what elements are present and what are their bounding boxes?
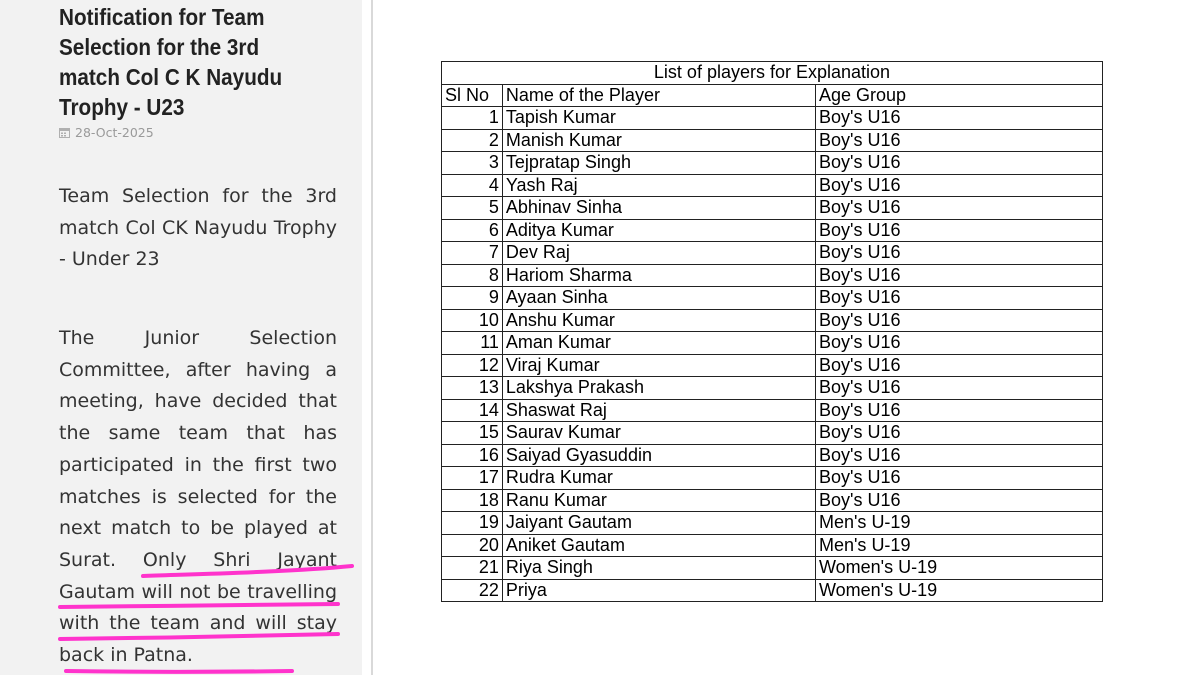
table-row bbox=[442, 422, 1103, 445]
article-paragraph-1: Team Selection for the 3rd match Col CK Nayudu Trophy - Under 23 bbox=[59, 185, 337, 271]
table-row bbox=[442, 512, 1103, 535]
cell-sl-no: 8 bbox=[442, 264, 503, 287]
cell-player-name: Aditya Kumar bbox=[502, 219, 815, 242]
table-row bbox=[442, 377, 1103, 400]
cell-age-group: Boy's U16 bbox=[815, 152, 1102, 175]
table-caption-row bbox=[442, 62, 1103, 85]
table-row bbox=[442, 107, 1103, 130]
cell-age-group: Boy's U16 bbox=[815, 354, 1102, 377]
cell-age-group: Men's U-19 bbox=[815, 512, 1102, 535]
cell-player-name: Ranu Kumar bbox=[502, 489, 815, 512]
cell-sl-no: 18 bbox=[442, 489, 503, 512]
header-name: Name of the Player bbox=[502, 84, 815, 107]
cell-age-group: Boy's U16 bbox=[815, 489, 1102, 512]
cell-sl-no: 21 bbox=[442, 557, 503, 580]
table-body bbox=[442, 107, 1103, 602]
table-row bbox=[442, 287, 1103, 310]
table-row bbox=[442, 174, 1103, 197]
cell-sl-no: 1 bbox=[442, 107, 503, 130]
cell-sl-no: 22 bbox=[442, 579, 503, 602]
cell-sl-no: 6 bbox=[442, 219, 503, 242]
cell-sl-no: 4 bbox=[442, 174, 503, 197]
cell-sl-no: 7 bbox=[442, 242, 503, 265]
cell-age-group: Boy's U16 bbox=[815, 219, 1102, 242]
cell-player-name: Riya Singh bbox=[502, 557, 815, 580]
article-date bbox=[59, 125, 154, 140]
cell-age-group: Boy's U16 bbox=[815, 422, 1102, 445]
cell-age-group: Boy's U16 bbox=[815, 444, 1102, 467]
cell-sl-no: 9 bbox=[442, 287, 503, 310]
table-row bbox=[442, 197, 1103, 220]
table-row bbox=[442, 557, 1103, 580]
cell-player-name: Dev Raj bbox=[502, 242, 815, 265]
table-header-row bbox=[442, 84, 1103, 107]
table-row bbox=[442, 152, 1103, 175]
table-row bbox=[442, 332, 1103, 355]
cell-sl-no: 12 bbox=[442, 354, 503, 377]
cell-player-name: Rudra Kumar bbox=[502, 467, 815, 490]
cell-age-group: Boy's U16 bbox=[815, 197, 1102, 220]
cell-age-group: Women's U-19 bbox=[815, 557, 1102, 580]
paragraph-2-text: The Junior Selection Committee, after having a meeting, have decided that the same team that has participated in the first two matches is selected for the next match to be played at Surat. bbox=[59, 327, 337, 571]
table-row bbox=[442, 129, 1103, 152]
table-row bbox=[442, 579, 1103, 602]
cell-player-name: Yash Raj bbox=[502, 174, 815, 197]
cell-age-group: Boy's U16 bbox=[815, 242, 1102, 265]
cell-player-name: Anshu Kumar bbox=[502, 309, 815, 332]
cell-player-name: Aman Kumar bbox=[502, 332, 815, 355]
cell-player-name: Saiyad Gyasuddin bbox=[502, 444, 815, 467]
cell-player-name: Jaiyant Gautam bbox=[502, 512, 815, 535]
column-divider bbox=[371, 0, 373, 675]
cell-sl-no: 10 bbox=[442, 309, 503, 332]
cell-player-name: Viraj Kumar bbox=[502, 354, 815, 377]
highlighted-text: Only Shri Jayant Gautam will not be travelling with the team and will stay back in Patna. bbox=[59, 548, 337, 667]
calendar-icon bbox=[59, 127, 70, 138]
header-sl-no: Sl No bbox=[442, 84, 503, 107]
cell-age-group: Boy's U16 bbox=[815, 399, 1102, 422]
cell-age-group: Men's U-19 bbox=[815, 534, 1102, 557]
cell-age-group: Boy's U16 bbox=[815, 377, 1102, 400]
cell-sl-no: 11 bbox=[442, 332, 503, 355]
header-age-group: Age Group bbox=[815, 84, 1102, 107]
players-table bbox=[441, 61, 1103, 602]
table-row bbox=[442, 399, 1103, 422]
cell-sl-no: 13 bbox=[442, 377, 503, 400]
cell-sl-no: 16 bbox=[442, 444, 503, 467]
cell-age-group: Boy's U16 bbox=[815, 174, 1102, 197]
cell-player-name: Hariom Sharma bbox=[502, 264, 815, 287]
cell-sl-no: 19 bbox=[442, 512, 503, 535]
cell-player-name: Tapish Kumar bbox=[502, 107, 815, 130]
cell-age-group: Boy's U16 bbox=[815, 107, 1102, 130]
cell-sl-no: 5 bbox=[442, 197, 503, 220]
cell-player-name: Tejpratap Singh bbox=[502, 152, 815, 175]
cell-sl-no: 17 bbox=[442, 467, 503, 490]
cell-player-name: Aniket Gautam bbox=[502, 534, 815, 557]
cell-player-name: Abhinav Sinha bbox=[502, 197, 815, 220]
cell-player-name: Priya bbox=[502, 579, 815, 602]
cell-player-name: Ayaan Sinha bbox=[502, 287, 815, 310]
cell-age-group: Boy's U16 bbox=[815, 467, 1102, 490]
cell-age-group: Boy's U16 bbox=[815, 287, 1102, 310]
article-paragraph-2 bbox=[59, 323, 337, 672]
table-caption: List of players for Explanation bbox=[442, 62, 1103, 85]
cell-player-name: Lakshya Prakash bbox=[502, 377, 815, 400]
cell-sl-no: 20 bbox=[442, 534, 503, 557]
cell-player-name: Shaswat Raj bbox=[502, 399, 815, 422]
cell-player-name: Manish Kumar bbox=[502, 129, 815, 152]
table-row bbox=[442, 489, 1103, 512]
table-row bbox=[442, 242, 1103, 265]
table-row bbox=[442, 534, 1103, 557]
date-text: 28-Oct-2025 bbox=[75, 125, 154, 140]
cell-age-group: Women's U-19 bbox=[815, 579, 1102, 602]
cell-age-group: Boy's U16 bbox=[815, 309, 1102, 332]
table-row bbox=[442, 264, 1103, 287]
cell-sl-no: 3 bbox=[442, 152, 503, 175]
cell-sl-no: 2 bbox=[442, 129, 503, 152]
cell-age-group: Boy's U16 bbox=[815, 264, 1102, 287]
article-column bbox=[0, 0, 362, 675]
cell-age-group: Boy's U16 bbox=[815, 332, 1102, 355]
table-row bbox=[442, 444, 1103, 467]
cell-sl-no: 15 bbox=[442, 422, 503, 445]
cell-age-group: Boy's U16 bbox=[815, 129, 1102, 152]
table-row bbox=[442, 219, 1103, 242]
cell-sl-no: 14 bbox=[442, 399, 503, 422]
cell-player-name: Saurav Kumar bbox=[502, 422, 815, 445]
table-row bbox=[442, 467, 1103, 490]
table-row bbox=[442, 354, 1103, 377]
table-row bbox=[442, 309, 1103, 332]
article-title: Notification for Team Selection for the 3rd match Col C K Nayudu Trophy - U23 bbox=[59, 4, 283, 120]
